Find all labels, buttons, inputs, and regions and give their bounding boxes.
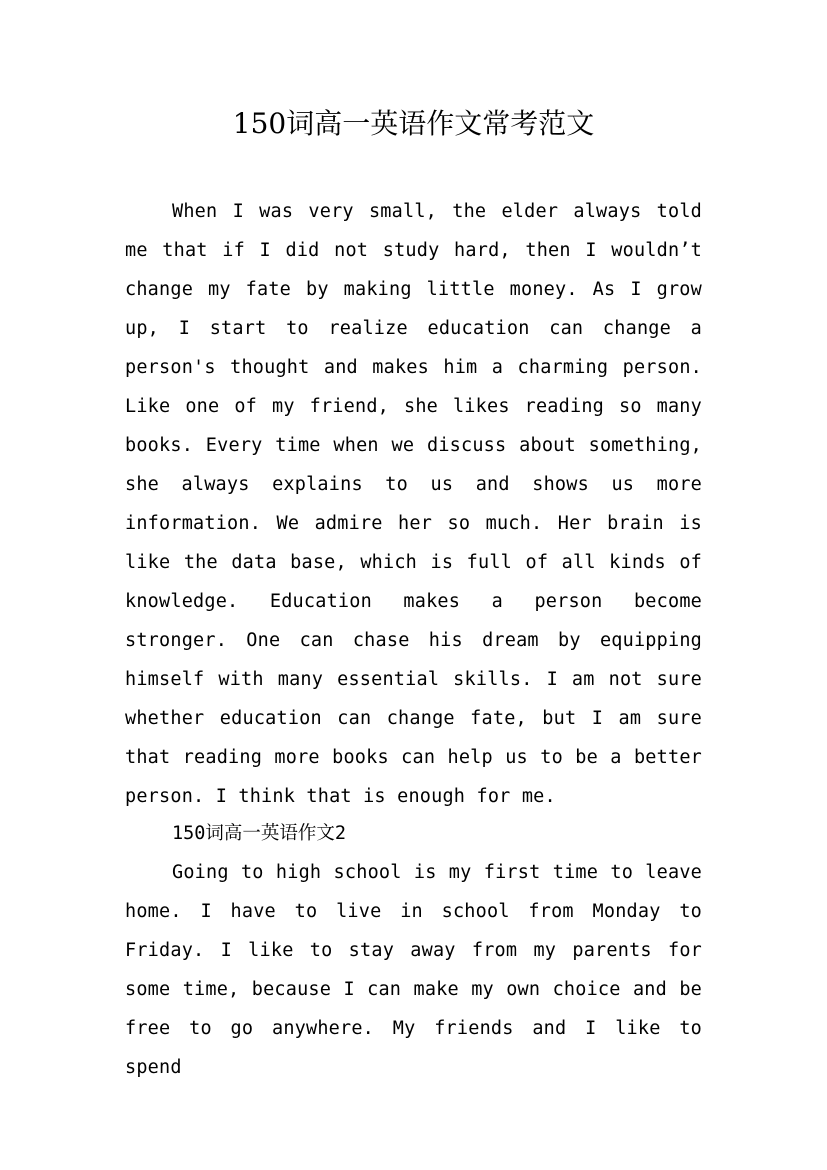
- document-title: 150词高一英语作文常考范文: [232, 107, 595, 140]
- essay-paragraph-2: Going to high school is my first time to leave home. I have to live in school from Monday to Friday. I like to stay away from my parents for some time, because I can make my own choice and be free to go anywhere. My friends and I like to spend: [125, 862, 702, 1078]
- essay-paragraph-1: When I was very small, the elder always told me that if I did not study hard, then I wouldn’t change my fate by making little money. As I grow up, I start to realize education can change a person's thought and makes him a charming person. Like one of my friend, she likes reading so many books. Every time when we discuss about something, she always explains to us and shows us more information. We admire her so much. Her brain is like the data base, which is full of all kinds of knowledge. Education makes a person become stronger. One can chase his dream by equipping himself with many essential skills. I am not sure whether education can change fate, but I am sure that reading more books can help us to be a better person. I think that is enough for me.: [125, 201, 702, 807]
- essay-subheading: 150词高一英语作文2: [172, 823, 347, 844]
